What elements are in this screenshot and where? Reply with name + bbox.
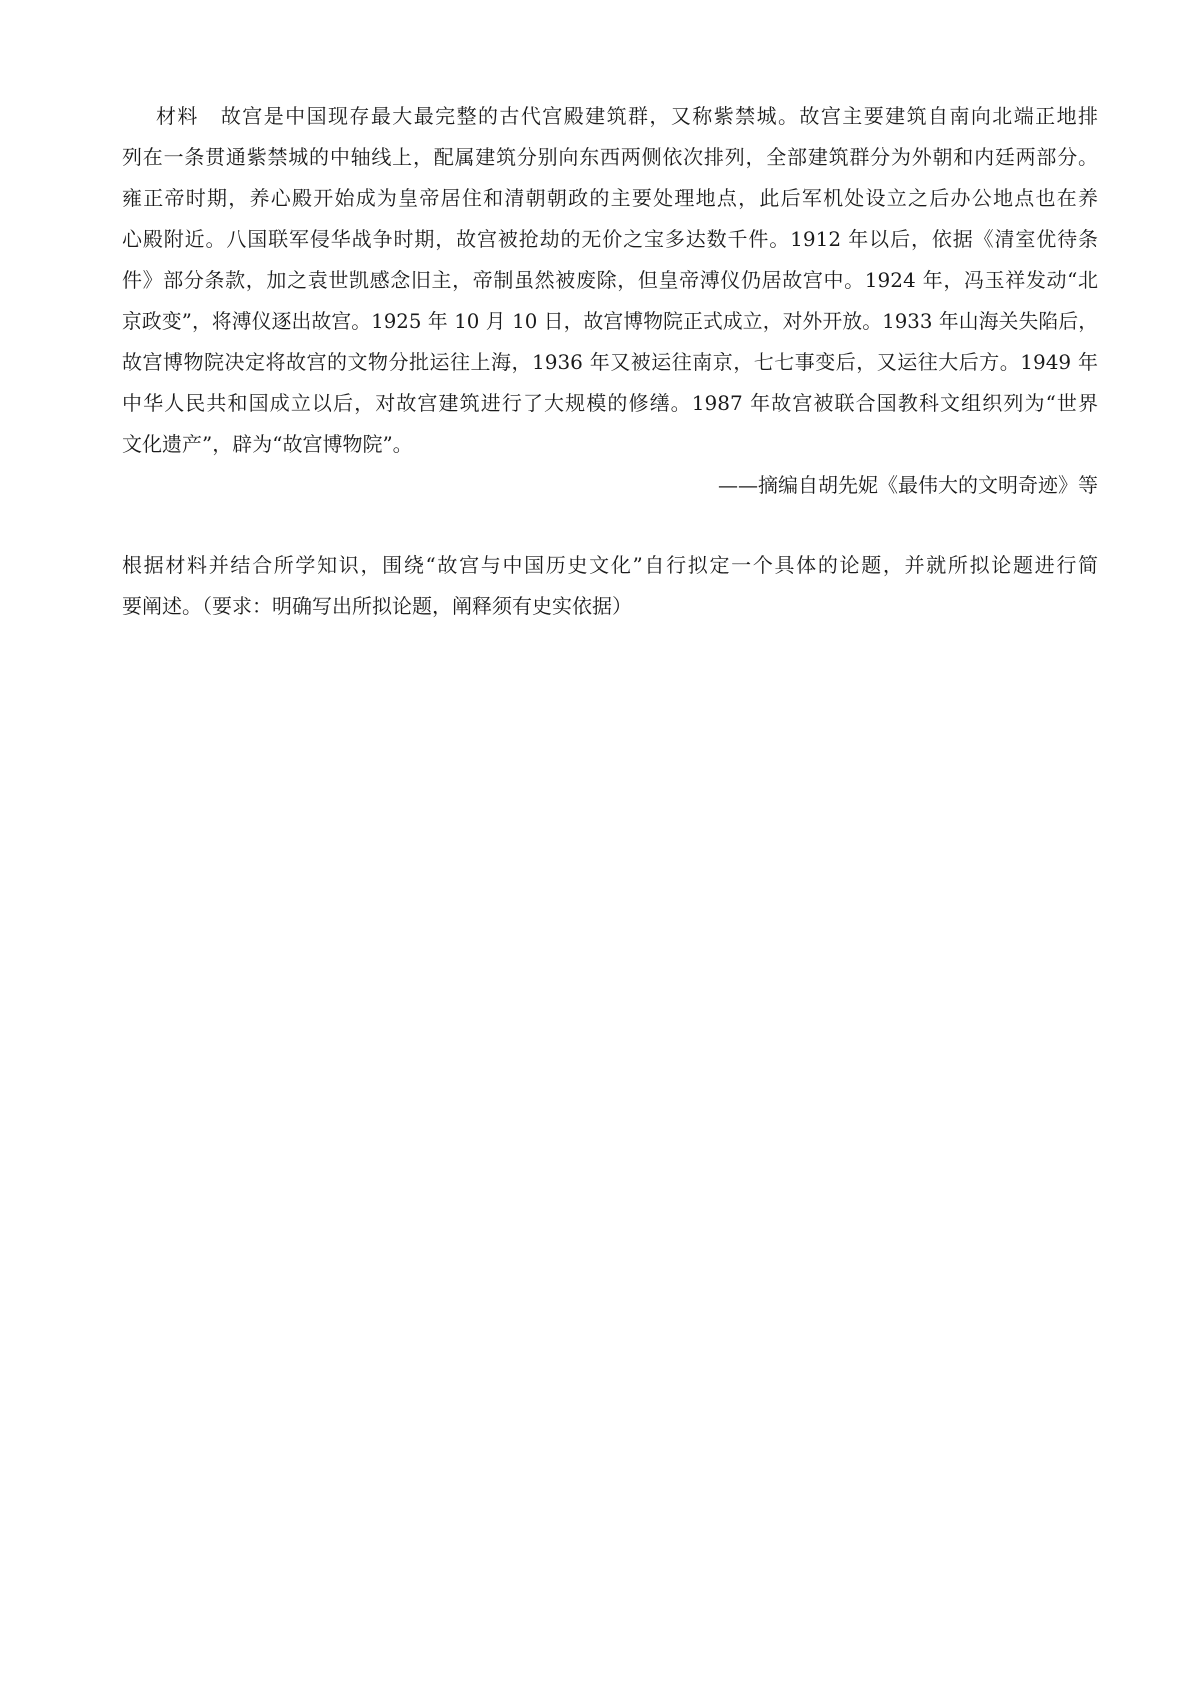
material-line-8: 中华人民共和国成立以后，对故宫建筑进行了大规模的修缮。1987 年故宫被联合国教科文组织列为“世界 bbox=[122, 391, 1098, 415]
material-line-1 bbox=[122, 96, 1098, 137]
material-line-2: 列在一条贯通紫禁城的中轴线上，配属建筑分别向东西两侧依次排列，全部建筑群分为外朝和内廷两部分。 bbox=[122, 145, 1098, 169]
material-passage bbox=[122, 96, 1098, 506]
material-line-9: 文化遗产”，辟为“故宫博物院”。 bbox=[122, 432, 413, 456]
material-line-5: 件》部分条款，加之袁世凯感念旧主，帝制虽然被废除，但皇帝溥仪仍居故宫中。1924 年，冯玉祥发动“北 bbox=[122, 268, 1098, 292]
question-prompt bbox=[122, 545, 1098, 627]
material-line-4: 心殿附近。八国联军侵华战争时期，故宫被抢劫的无价之宝多达数千件。1912 年以后，依据《清室优待条 bbox=[122, 227, 1098, 251]
question-line-1: 根据材料并结合所学知识，围绕“故宫与中国历史文化”自行拟定一个具体的论题，并就所拟论题进行简 bbox=[122, 553, 1098, 577]
material-line-7: 故宫博物院决定将故宫的文物分批运往上海，1936 年又被运往南京，七七事变后，又运往大后方。1949 年 bbox=[122, 350, 1098, 374]
material-label: 材料 bbox=[156, 104, 199, 128]
material-text: 故宫是中国现存最大最完整的古代宫殿建筑群，又称紫禁城。故宫主要建筑自南向北端正地排 bbox=[220, 104, 1098, 128]
question-line-2: 要阐述。（要求：明确写出所拟论题，阐释须有史实依据） bbox=[122, 594, 632, 618]
material-source: ——摘编自胡先妮《最伟大的文明奇迹》等 bbox=[718, 473, 1098, 497]
material-line-3: 雍正帝时期，养心殿开始成为皇帝居住和清朝朝政的主要处理地点，此后军机处设立之后办公地点也在养 bbox=[122, 186, 1098, 210]
material-line-6: 京政变”，将溥仪逐出故宫。1925 年 10 月 10 日，故宫博物院正式成立，对外开放。1933 年山海关失陷后， bbox=[122, 310, 1098, 333]
